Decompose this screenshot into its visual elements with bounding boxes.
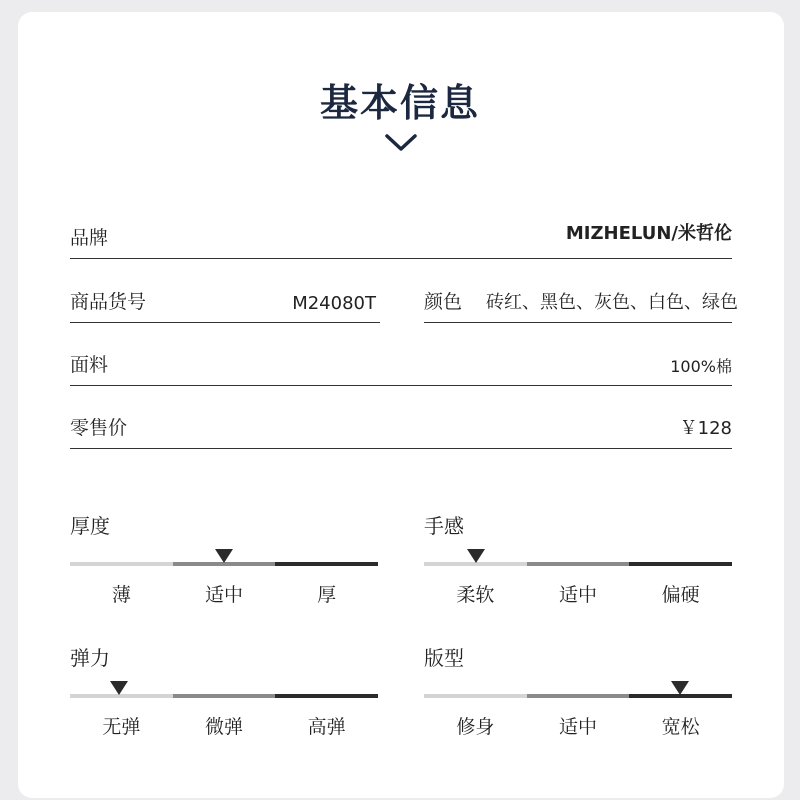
info-card xyxy=(18,12,784,798)
bar-segment-light xyxy=(424,694,527,698)
fabric-label: 面料 xyxy=(70,354,109,376)
chevron-down-icon xyxy=(384,132,418,154)
feel-option-stiff: 偏硬 xyxy=(661,584,700,606)
brand-value: MIZHELUN/米哲伦 xyxy=(565,223,732,244)
feel-options xyxy=(424,580,732,607)
price-label: 零售价 xyxy=(70,417,128,439)
fabric-row xyxy=(70,349,732,386)
bar-segment-dark xyxy=(275,694,378,698)
thickness-option-medium: 适中 xyxy=(205,584,244,606)
color-label: 颜色 xyxy=(424,291,463,313)
thickness-options xyxy=(70,580,378,607)
thickness-option-thin: 薄 xyxy=(111,584,131,606)
feel-option-soft: 柔软 xyxy=(456,584,495,606)
item-number-value: M24080T xyxy=(292,293,376,314)
elasticity-option-none: 无弹 xyxy=(102,716,141,738)
fabric-value: 100%棉 xyxy=(670,357,732,376)
price-value: ￥128 xyxy=(679,418,732,439)
feel-marker-icon xyxy=(467,549,485,563)
fit-options xyxy=(424,712,732,739)
elasticity-option-slight: 微弹 xyxy=(205,716,244,738)
fit-option-slim: 修身 xyxy=(456,716,495,738)
elasticity-option-high: 高弹 xyxy=(307,716,346,738)
fit-marker-icon xyxy=(671,681,689,695)
section-title: 基本信息 xyxy=(319,81,480,125)
bar-segment-mid xyxy=(173,694,276,698)
fit-option-regular: 适中 xyxy=(559,716,598,738)
feel-title: 手感 xyxy=(424,514,464,538)
price-row xyxy=(70,412,732,449)
fit-title: 版型 xyxy=(424,646,464,670)
thickness-marker-icon xyxy=(215,549,233,563)
feel-option-medium: 适中 xyxy=(559,584,598,606)
fit-option-loose: 宽松 xyxy=(661,716,700,738)
bar-segment-dark xyxy=(629,562,732,566)
item-number-label: 商品货号 xyxy=(70,291,147,313)
bar-segment-light xyxy=(70,562,173,566)
color-row xyxy=(424,286,738,323)
thickness-title: 厚度 xyxy=(70,514,110,538)
bar-segment-mid xyxy=(527,562,630,566)
bar-segment-mid xyxy=(527,694,630,698)
elasticity-marker-icon xyxy=(110,681,128,695)
item-number-row xyxy=(70,286,380,323)
brand-label: 品牌 xyxy=(70,227,109,249)
thickness-option-thick: 厚 xyxy=(317,584,337,606)
bar-segment-dark xyxy=(275,562,378,566)
elasticity-title: 弹力 xyxy=(70,646,110,670)
elasticity-options xyxy=(70,712,378,739)
color-value: 砖红、黑色、灰色、白色、绿色 xyxy=(486,292,738,313)
brand-row xyxy=(70,222,732,259)
